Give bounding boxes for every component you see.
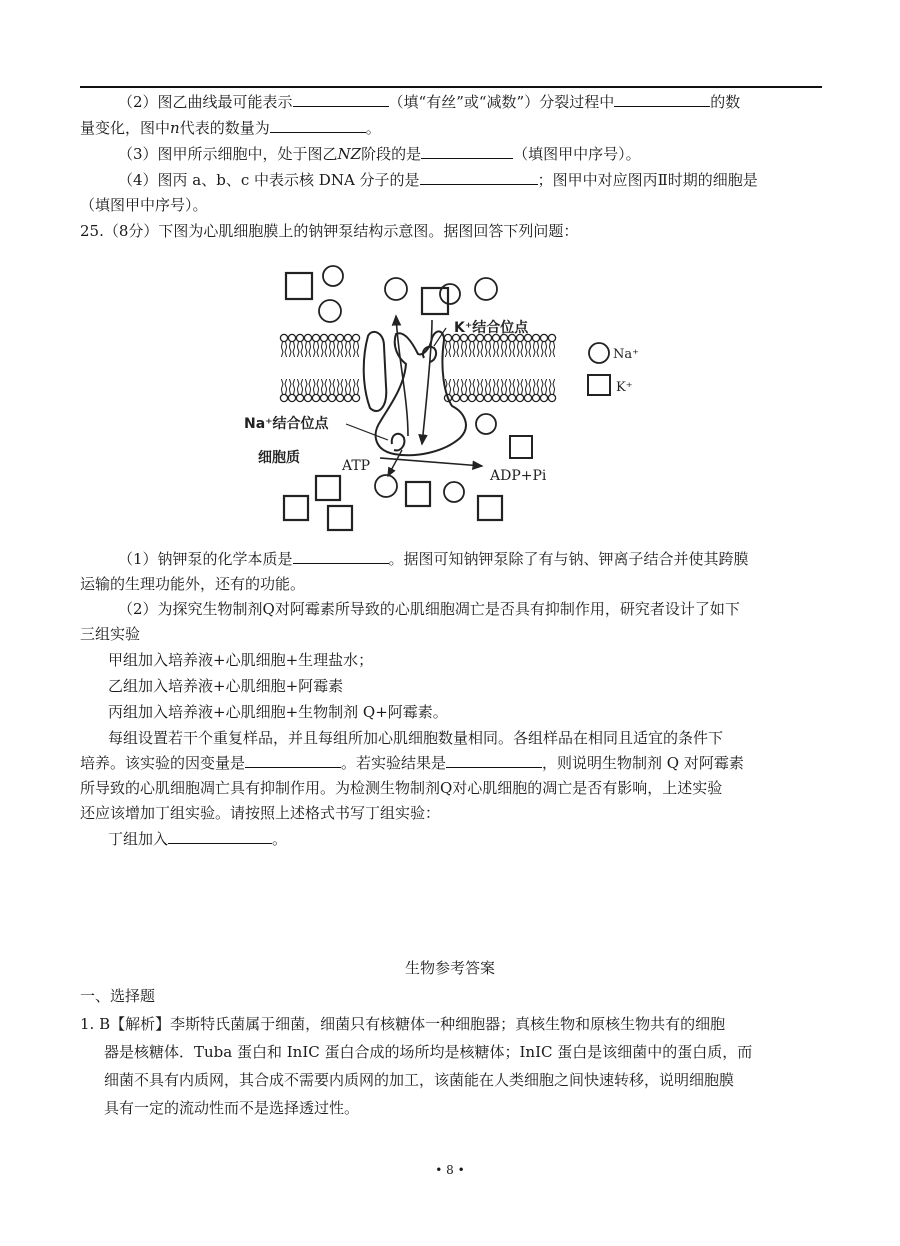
group-ding-end: 。: [272, 830, 288, 848]
q24-part3: [118, 144, 825, 164]
q25-part2-setup-line2: [80, 753, 825, 773]
q25-part2-line2: 三组实验: [80, 625, 141, 643]
atp-label: ATP: [342, 458, 371, 474]
q24-p2-text-b: （填“有丝”或“减数”）分裂过程中: [388, 93, 615, 111]
q24-p2-text-g: 。: [365, 119, 381, 137]
legend-k-label: K⁺: [616, 380, 633, 395]
q24-part4-line1: [118, 170, 825, 190]
k-ion-square: [406, 482, 430, 506]
q24-p4-text-c: （填图甲中序号）。: [80, 196, 208, 214]
na-label-pointer: [346, 424, 388, 440]
answers-title: 生物参考答案: [404, 959, 495, 977]
q25-p1-text-b: 。据图可知钠钾泵除了有与钠、钾离子结合并使其跨膜: [388, 550, 749, 568]
pump-diagram-svg: [244, 258, 639, 533]
cytoplasm-label: 细胞质: [258, 450, 300, 466]
k-ion-square: [316, 476, 340, 500]
q24-p3-text-c: 阶段的是: [361, 145, 422, 163]
q25-p1-text-a: （1）钠钾泵的化学本质是: [118, 550, 293, 568]
answer-blank[interactable]: [614, 92, 710, 107]
q24-part2-line1: [118, 92, 825, 112]
answer-blank[interactable]: [421, 144, 513, 159]
page-number: • 8 •: [435, 1163, 465, 1177]
group-jia: 甲组加入培养液+心肌细胞+生理盐水；: [108, 651, 374, 669]
q25-part2-line1: （2）为探究生物制剂Q对阿霉素所导致的心肌细胞凋亡是否具有抑制作用，研究者设计了如下: [118, 600, 740, 618]
q25-part2-setup-line3: 所导致的心肌细胞凋亡具有抑制作用。为检测生物制剂Q对心肌细胞的凋亡是否有影响，上述实验: [80, 779, 723, 797]
answer-blank[interactable]: [270, 118, 366, 133]
q25-p2-text-s2a: 培养。该实验的因变量是: [80, 754, 246, 772]
answer-1-line4: 具有一定的流动性而不是选择透过性。: [104, 1099, 360, 1117]
group-ding-text: 丁组加入: [108, 830, 169, 848]
na-ion-circle: [319, 300, 341, 322]
q24-part2-line2: [80, 118, 825, 138]
q25-part2-setup-line1: 每组设置若干个重复样品，并且每组所加心肌细胞数量相同。各组样品在相同且适宜的条件下: [108, 729, 724, 747]
pump-protein-main: [376, 331, 466, 455]
q24-part4-line2: [80, 195, 825, 215]
q24-p4-text-a: （4）图丙 a、b、c 中表示核 DNA 分子的是: [118, 171, 420, 189]
k-binding-site-label: K⁺结合位点: [454, 320, 529, 336]
q24-p2-text-c: 的数: [710, 93, 741, 111]
k-ion-square: [328, 506, 352, 530]
na-ion-circle: [476, 414, 496, 434]
q24-p3-text-a: （3）图甲所示细胞中，处于图乙: [118, 145, 338, 163]
answer-blank[interactable]: [420, 170, 538, 185]
answer-blank[interactable]: [245, 753, 341, 768]
k-ion-square: [286, 273, 312, 299]
answer-blank[interactable]: [293, 549, 389, 564]
group-bing: 丙组加入培养液+心肌细胞+生物制剂 Q+阿霉素。: [108, 703, 448, 721]
q25-part1-line1: [118, 549, 825, 569]
answer-blank[interactable]: [446, 753, 542, 768]
na-ion-circle: [323, 266, 343, 286]
na-ion-circle: [375, 475, 397, 497]
adp-pi-label: ADP+Pi: [490, 468, 547, 484]
q24-p2-text-d: 量变化，图中: [80, 119, 171, 137]
q25-part1-line2: 运输的生理功能外，还有的功能。: [80, 575, 306, 593]
answer-1-text-l1: 李斯特氏菌属于细菌，细菌只有核糖体一种细胞器；真核生物和原核生物共有的细胞: [170, 1015, 726, 1033]
phospholipid-bilayer-left: [280, 334, 359, 401]
q24-p2-symbol-n: n: [170, 119, 180, 137]
k-ion-square: [284, 496, 308, 520]
group-yi: 乙组加入培养液+心肌细胞+阿霉素: [108, 677, 344, 695]
na-binding-pocket: [392, 434, 405, 451]
group-ding: [108, 829, 825, 849]
k-influx-arrow: [422, 320, 432, 444]
answer-blank[interactable]: [168, 829, 272, 844]
analysis-tag: 【解析】: [110, 1015, 171, 1033]
answers-section-heading: 一、选择题: [80, 987, 156, 1005]
pump-protein-left-subunit: [364, 332, 387, 411]
na-ion-circle: [444, 482, 464, 502]
na-ion-circle: [385, 278, 407, 300]
header-rule: [80, 86, 822, 88]
k-ion-square: [510, 436, 532, 458]
q25-p2-text-s2c: ，则说明生物制剂 Q 对阿霉素: [542, 754, 744, 772]
q24-p2-text-f: 代表的数量为: [179, 119, 270, 137]
q25-part2-setup-line4: 还应该增加丁组实验。请按照上述格式书写丁组实验：: [80, 804, 441, 822]
answer-number: 1. B: [80, 1015, 111, 1033]
q25-title: 25.（8分）下图为心肌细胞膜上的钠钾泵结构示意图。据图回答下列问题：: [80, 222, 579, 240]
na-ion-circle: [475, 278, 497, 300]
na-binding-site-label: Na⁺结合位点: [244, 416, 329, 432]
q25-p2-text-s2b: 。若实验结果是: [341, 754, 447, 772]
q24-p2-text-a: （2）图乙曲线最可能表示: [118, 93, 293, 111]
answer-1-line3: 细菌不具有内质网，其合成不需要内质网的加工，该菌能在人类细胞之间快速转移，说明细胞膜: [104, 1071, 735, 1089]
q24-p3-symbol: NZ: [337, 145, 362, 163]
legend-k-square: [588, 375, 610, 395]
answer-blank[interactable]: [293, 92, 389, 107]
legend-na-label: Na⁺: [613, 347, 639, 362]
q24-p3-text-d: （填图甲中序号）。: [513, 145, 641, 163]
legend-na-circle: [589, 343, 609, 363]
k-ion-square: [478, 496, 502, 520]
phospholipid-bilayer-right: [444, 334, 555, 401]
answer-1-line2: 器是核糖体．Tuba 蛋白和 InIC 蛋白合成的场所均是核糖体；InIC 蛋白是该细菌中的蛋白质，而: [104, 1043, 753, 1061]
answer-1-line1: [80, 1014, 825, 1034]
q24-p4-text-b: ；图甲中对应图丙Ⅱ时期的细胞是: [537, 171, 758, 189]
sodium-potassium-pump-figure: [244, 258, 639, 533]
